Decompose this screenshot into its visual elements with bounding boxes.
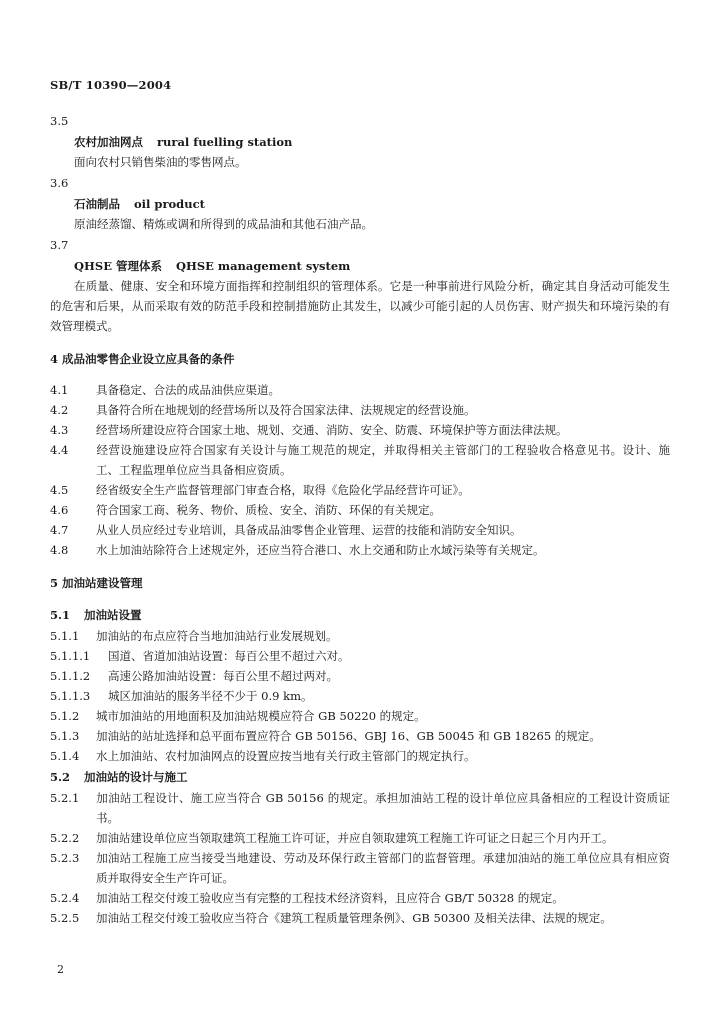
term-name-zh: QHSE 管理体系 [74,259,162,273]
clause-text: 城区加油站的服务半径不少于 0.9 km。 [108,689,313,703]
term-number: 3.5 [50,114,69,128]
clause-number: 5.2.5 [50,911,80,925]
clause [50,706,670,726]
clause-number: 4.7 [50,523,69,537]
term-name-zh: 农村加油网点 [74,135,143,149]
clause [50,646,670,666]
clause-text: 具备符合所在地规划的经营场所以及符合国家法律、法规规定的经营设施。 [96,403,476,417]
clause-number: 5.2.4 [50,891,80,905]
clause-text: 高速公路加油站设置：每百公里不超过两对。 [108,669,338,683]
clause-number: 4.4 [50,443,69,457]
clause-text: 加油站工程设计、施工应当符合 GB 50156 的规定。承担加油站工程的设计单位应具备相应的工程设计资质证书。 [96,791,670,825]
clause [50,500,670,520]
clause [50,726,670,746]
section-heading [50,604,670,626]
term-number: 3.6 [50,176,69,190]
term-definition: 面向农村只销售柴油的零售网点。 [74,155,247,169]
clause-number: 5.2.3 [50,851,80,865]
clause [50,520,670,540]
clause-text: 城市加油站的用地面积及加油站规模应符合 GB 50220 的规定。 [96,709,426,723]
clause-number: 5.1.3 [50,729,80,743]
section-title: 加油站的设计与施工 [84,770,188,784]
clause-text: 经省级安全生产监督管理部门审查合格，取得《危险化学品经营许可证》。 [96,483,470,497]
clause-number: 5.2.2 [50,831,80,845]
clause [50,380,670,400]
clause-text: 国道、省道加油站设置：每百公里不超过六对。 [108,649,350,663]
clause-number: 4.2 [50,403,69,417]
term-name [74,194,670,214]
clause [50,888,670,908]
term-definition: 原油经蒸馏、精炼或调和所得到的成品油和其他石油产品。 [74,217,373,231]
clause-text: 加油站工程交付竣工验收应当有完整的工程技术经济资料，且应符合 GB/T 50328 的规定。 [96,891,564,905]
clause-number: 4.3 [50,423,69,437]
clause-text: 加油站的站址选择和总平面布置应符合 GB 50156、GBJ 16、GB 50045 和 GB 18265 的规定。 [96,729,601,743]
clause [50,828,670,848]
term-name-zh: 石油制品 [74,197,120,211]
page-number: 2 [57,963,64,976]
clause-text: 加油站工程施工应当接受当地建设、劳动及环保行政主管部门的监督管理。承建加油站的施工单位应具有相应资质并取得安全生产许可证。 [96,851,670,885]
clause-number: 5.1.1.2 [50,669,91,683]
clause-text: 经营设施建设应符合国家有关设计与施工规范的规定，并取得相关主管部门的工程验收合格意见书。设计、施工、工程监理单位应当具备相应资质。 [96,443,670,477]
clause [50,848,670,888]
clause [50,440,670,480]
term-name-en: QHSE management system [175,259,351,273]
clause-number: 4.1 [50,383,69,397]
term-name [74,256,670,276]
chapter-title: 4 成品油零售企业设立应具备的条件 [50,352,235,366]
clause-text: 水上加油站除符合上述规定外，还应当符合港口、水上交通和防止水域污染等有关规定。 [96,543,545,557]
clause [50,400,670,420]
page-content [50,110,670,928]
clause-text: 从业人员应经过专业培训，具备成品油零售企业管理、运营的技能和消防安全知识。 [96,523,522,537]
term-name-en: oil product [134,197,205,211]
clause-text: 水上加油站、农村加油网点的设置应按当地有关行政主管部门的规定执行。 [96,749,476,763]
clause [50,686,670,706]
clause-text: 具备稳定、合法的成品油供应渠道。 [96,383,280,397]
clause [50,908,670,928]
clause-number: 5.2.1 [50,791,80,805]
clause-number: 4.8 [50,543,69,557]
clause [50,626,670,646]
term-number: 3.7 [50,238,69,252]
clause-text: 经营场所建设应符合国家土地、规划、交通、消防、安全、防震、环境保护等方面法律法规。 [96,423,568,437]
section-title: 加油站设置 [84,608,142,622]
clause [50,746,670,766]
term-definition: 在质量、健康、安全和环境方面指挥和控制组织的管理体系。它是一种事前进行风险分析，确定其自身活动可能发生的危害和后果，从而采取有效的防范手段和控制措施防止其发生，以减少可能引起的人员伤害、财产损失和环境污染的有效管理模式。 [50,279,670,333]
clause [50,540,670,560]
clause-text: 加油站工程交付竣工验收应当符合《建筑工程质量管理条例》、GB 50300 及相关法律、法规的规定。 [96,911,612,925]
term-name [74,132,670,152]
clause-number: 5.1.1.1 [50,649,91,663]
clause-number: 4.6 [50,503,69,517]
section-number: 5.2 [50,770,71,784]
clause [50,788,670,828]
clause-text: 符合国家工商、税务、物价、质检、安全、消防、环保的有关规定。 [96,503,441,517]
clause-text: 加油站的布点应符合当地加油站行业发展规划。 [96,629,338,643]
clause-number: 5.1.4 [50,749,80,763]
section-number: 5.1 [50,608,71,622]
standard-code: SB/T 10390—2004 [50,78,172,92]
clause-number: 5.1.1.3 [50,689,91,703]
clause [50,480,670,500]
section-heading [50,766,670,788]
clause-number: 5.1.2 [50,709,80,723]
clause-number: 5.1.1 [50,629,80,643]
term-name-en: rural fuelling station [157,135,293,149]
clause-text: 加油站建设单位应当领取建筑工程施工许可证，并应自领取建筑工程施工许可证之日起三个月内开工。 [96,831,614,845]
clause [50,420,670,440]
chapter-title: 5 加油站建设管理 [50,576,143,590]
clause-number: 4.5 [50,483,69,497]
clause [50,666,670,686]
